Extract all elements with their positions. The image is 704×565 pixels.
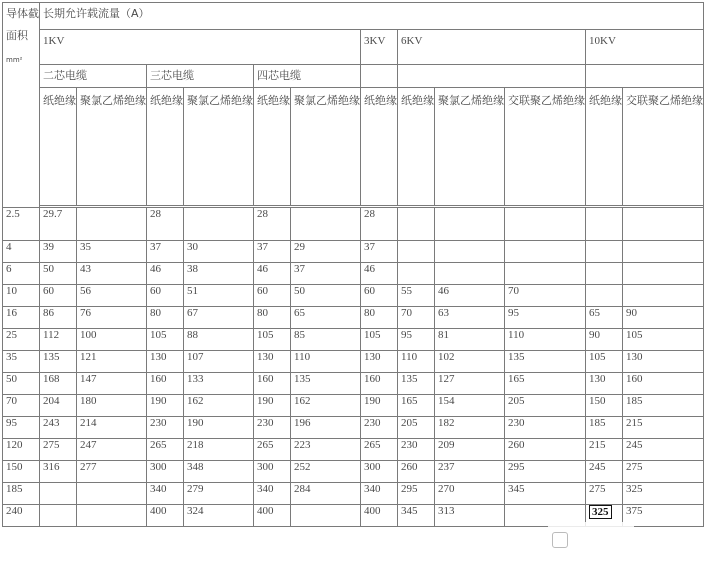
ampacity-cell: 237 xyxy=(435,461,505,483)
ampacity-cell: 295 xyxy=(398,483,435,505)
ampacity-cell: 110 xyxy=(291,351,361,373)
ampacity-cell xyxy=(77,505,147,527)
empty-cell xyxy=(398,65,586,88)
voltage-3kv: 3KV xyxy=(361,30,398,65)
ampacity-cell: 60 xyxy=(40,285,77,307)
voltage-10kv: 10KV xyxy=(586,30,704,65)
watermark-overlay xyxy=(548,522,634,560)
ampacity-cell: 245 xyxy=(586,461,623,483)
ampacity-cell: 110 xyxy=(398,351,435,373)
ampacity-cell: 160 xyxy=(623,373,704,395)
ampacity-cell: 43 xyxy=(77,263,147,285)
ampacity-cell: 190 xyxy=(361,395,398,417)
insulation-paper: 纸绝缘 xyxy=(254,88,291,206)
ampacity-cell: 300 xyxy=(361,461,398,483)
ampacity-cell: 70 xyxy=(398,307,435,329)
ampacity-cell: 81 xyxy=(435,329,505,351)
ampacity-cell xyxy=(184,208,254,241)
ampacity-cell: 37 xyxy=(254,241,291,263)
ampacity-cell: 28 xyxy=(147,208,184,241)
size-cell: 50 xyxy=(3,373,40,395)
size-cell: 6 xyxy=(3,263,40,285)
ampacity-cell: 340 xyxy=(147,483,184,505)
ampacity-cell: 37 xyxy=(361,241,398,263)
ampacity-cell: 300 xyxy=(147,461,184,483)
ampacity-cell: 154 xyxy=(435,395,505,417)
insulation-paper: 纸绝缘 xyxy=(398,88,435,206)
size-cell: 16 xyxy=(3,307,40,329)
ampacity-cell: 214 xyxy=(77,417,147,439)
ampacity-cell: 300 xyxy=(254,461,291,483)
ampacity-cell: 100 xyxy=(77,329,147,351)
ampacity-cell: 185 xyxy=(623,395,704,417)
ampacity-cell: 135 xyxy=(505,351,586,373)
table-row xyxy=(3,285,704,307)
voltage-1kv: 1KV xyxy=(40,30,361,65)
ampacity-cell: 105 xyxy=(254,329,291,351)
ampacity-cell: 130 xyxy=(147,351,184,373)
ampacity-cell: 279 xyxy=(184,483,254,505)
ampacity-cell xyxy=(435,241,505,263)
ampacity-cell xyxy=(77,208,147,241)
table-row xyxy=(3,208,704,241)
ampacity-cell: 65 xyxy=(586,307,623,329)
table-row xyxy=(3,461,704,483)
ampacity-cell: 29 xyxy=(291,241,361,263)
ampacity-cell: 46 xyxy=(435,285,505,307)
ampacity-cell: 67 xyxy=(184,307,254,329)
ampacity-cell: 245 xyxy=(623,439,704,461)
size-cell: 150 xyxy=(3,461,40,483)
ampacity-cell: 160 xyxy=(254,373,291,395)
ampacity-cell: 60 xyxy=(147,285,184,307)
ampacity-cell: 265 xyxy=(147,439,184,461)
ampacity-cell: 95 xyxy=(505,307,586,329)
ampacity-cell: 230 xyxy=(361,417,398,439)
ampacity-cell: 316 xyxy=(40,461,77,483)
ampacity-cell: 130 xyxy=(586,373,623,395)
ampacity-cell: 105 xyxy=(147,329,184,351)
insulation-pvc: 聚氯乙烯绝缘 xyxy=(184,88,254,206)
table-row xyxy=(3,351,704,373)
insulation-paper: 纸绝缘 xyxy=(586,88,623,206)
ampacity-cell: 56 xyxy=(77,285,147,307)
ampacity-cell: 37 xyxy=(147,241,184,263)
ampacity-cell: 230 xyxy=(254,417,291,439)
ampacity-cell: 275 xyxy=(40,439,77,461)
ampacity-cell: 46 xyxy=(147,263,184,285)
ampacity-cell: 400 xyxy=(254,505,291,527)
ampacity-cell: 121 xyxy=(77,351,147,373)
ampacity-cell: 135 xyxy=(398,373,435,395)
ampacity-cell: 313 xyxy=(435,505,505,527)
ampacity-cell: 107 xyxy=(184,351,254,373)
ampacity-cell xyxy=(435,208,505,241)
ampacity-cell: 165 xyxy=(398,395,435,417)
size-cell: 10 xyxy=(3,285,40,307)
ampacity-cell xyxy=(505,241,586,263)
ampacity-cell: 50 xyxy=(40,263,77,285)
ampacity-cell: 162 xyxy=(184,395,254,417)
table-row xyxy=(3,307,704,329)
ampacity-cell: 50 xyxy=(291,285,361,307)
ampacity-cell: 29.7 xyxy=(40,208,77,241)
ampacity-cell: 135 xyxy=(291,373,361,395)
ampacity-cell: 130 xyxy=(361,351,398,373)
ampacity-cell: 284 xyxy=(291,483,361,505)
ampacity-cell xyxy=(291,505,361,527)
ampacity-cell: 182 xyxy=(435,417,505,439)
size-header xyxy=(3,3,40,208)
ampacity-cell: 105 xyxy=(623,329,704,351)
ampacity-cell: 135 xyxy=(40,351,77,373)
ampacity-cell: 215 xyxy=(623,417,704,439)
cable-two-core: 二芯电缆 xyxy=(40,65,147,88)
ampacity-cell: 340 xyxy=(361,483,398,505)
table-row xyxy=(3,329,704,351)
ampacity-cell: 147 xyxy=(77,373,147,395)
ampacity-cell: 209 xyxy=(435,439,505,461)
ampacity-cell: 55 xyxy=(398,285,435,307)
ampacity-cell: 30 xyxy=(184,241,254,263)
size-cell: 120 xyxy=(3,439,40,461)
ampacity-cell xyxy=(623,208,704,241)
ampacity-cell: 400 xyxy=(361,505,398,527)
ampacity-cell xyxy=(398,208,435,241)
size-cell: 35 xyxy=(3,351,40,373)
ampacity-cell: 80 xyxy=(147,307,184,329)
ampacity-cell: 205 xyxy=(398,417,435,439)
table-row xyxy=(3,241,704,263)
ampacity-cell: 185 xyxy=(586,417,623,439)
ampacity-cell: 70 xyxy=(505,285,586,307)
size-unit: mm² xyxy=(6,56,23,64)
ampacity-cell: 38 xyxy=(184,263,254,285)
ampacity-cell: 168 xyxy=(40,373,77,395)
ampacity-cell xyxy=(623,241,704,263)
ampacity-cell xyxy=(586,241,623,263)
ampacity-cell: 105 xyxy=(586,351,623,373)
ampacity-cell: 28 xyxy=(254,208,291,241)
ampacity-cell: 180 xyxy=(77,395,147,417)
insulation-xlpe: 交联聚乙烯绝缘 xyxy=(623,88,704,206)
ampacity-cell: 130 xyxy=(623,351,704,373)
table-row xyxy=(3,505,704,527)
ampacity-cell: 325 xyxy=(623,483,704,505)
ampacity-cell xyxy=(40,505,77,527)
insulation-xlpe: 交联聚乙烯绝缘 xyxy=(505,88,586,206)
ampacity-cell: 160 xyxy=(361,373,398,395)
ampacity-cell: 265 xyxy=(361,439,398,461)
insulation-pvc: 聚氯乙烯绝缘 xyxy=(77,88,147,206)
ampacity-cell: 86 xyxy=(40,307,77,329)
ampacity-cell: 28 xyxy=(361,208,398,241)
ampacity-cell: 260 xyxy=(505,439,586,461)
ampacity-cell: 160 xyxy=(147,373,184,395)
ampacity-cell: 400 xyxy=(147,505,184,527)
ampacity-cell: 165 xyxy=(505,373,586,395)
ampacity-cell: 60 xyxy=(361,285,398,307)
ampacity-cell xyxy=(505,263,586,285)
insulation-paper: 纸绝缘 xyxy=(361,88,398,206)
ampacity-cell: 162 xyxy=(291,395,361,417)
ampacity-cell xyxy=(623,285,704,307)
ampacity-cell: 190 xyxy=(254,395,291,417)
ampacity-cell: 196 xyxy=(291,417,361,439)
empty-cell xyxy=(361,65,398,88)
ampacity-cell xyxy=(586,505,623,527)
ampacity-cell: 65 xyxy=(291,307,361,329)
table-title: 长期允许载流量（A） xyxy=(40,3,704,30)
ampacity-cell: 112 xyxy=(40,329,77,351)
ampacity-cell xyxy=(505,505,586,527)
ampacity-cell: 205 xyxy=(505,395,586,417)
ampacity-cell xyxy=(586,285,623,307)
ampacity-cell: 110 xyxy=(505,329,586,351)
ampacity-cell: 275 xyxy=(586,483,623,505)
table-row xyxy=(3,483,704,505)
size-header-line2: 面积 xyxy=(6,29,28,42)
ampacity-cell: 230 xyxy=(398,439,435,461)
cable-four-core: 四芯电缆 xyxy=(254,65,361,88)
cable-three-core: 三芯电缆 xyxy=(147,65,254,88)
ampacity-cell: 277 xyxy=(77,461,147,483)
empty-cell xyxy=(586,65,704,88)
ampacity-cell: 270 xyxy=(435,483,505,505)
ampacity-cell: 39 xyxy=(40,241,77,263)
size-cell: 240 xyxy=(3,505,40,527)
ampacity-cell xyxy=(505,208,586,241)
size-cell: 4 xyxy=(3,241,40,263)
ampacity-cell: 295 xyxy=(505,461,586,483)
ampacity-cell: 215 xyxy=(586,439,623,461)
ampacity-cell: 133 xyxy=(184,373,254,395)
ampacity-cell xyxy=(291,208,361,241)
ampacity-cell: 102 xyxy=(435,351,505,373)
size-cell: 185 xyxy=(3,483,40,505)
ampacity-cell: 252 xyxy=(291,461,361,483)
ampacity-cell: 265 xyxy=(254,439,291,461)
ampacity-cell: 88 xyxy=(184,329,254,351)
ampacity-cell: 46 xyxy=(254,263,291,285)
ampacity-cell: 247 xyxy=(77,439,147,461)
ampacity-cell: 80 xyxy=(254,307,291,329)
watermark-icon xyxy=(552,532,568,548)
ampacity-cell: 90 xyxy=(623,307,704,329)
ampacity-cell: 223 xyxy=(291,439,361,461)
ampacity-cell: 37 xyxy=(291,263,361,285)
ampacity-cell: 51 xyxy=(184,285,254,307)
table-row xyxy=(3,263,704,285)
size-cell: 70 xyxy=(3,395,40,417)
ampacity-cell: 218 xyxy=(184,439,254,461)
ampacity-cell: 375 xyxy=(623,505,704,527)
ampacity-cell: 190 xyxy=(184,417,254,439)
insulation-pvc: 聚氯乙烯绝缘 xyxy=(291,88,361,206)
ampacity-cell: 275 xyxy=(623,461,704,483)
ampacity-cell: 80 xyxy=(361,307,398,329)
ampacity-cell: 150 xyxy=(586,395,623,417)
ampacity-cell xyxy=(40,483,77,505)
table-row xyxy=(3,417,704,439)
ampacity-cell: 130 xyxy=(254,351,291,373)
ampacity-cell: 60 xyxy=(254,285,291,307)
ampacity-cell: 345 xyxy=(505,483,586,505)
ampacity-cell: 46 xyxy=(361,263,398,285)
ampacity-cell: 204 xyxy=(40,395,77,417)
ampacity-cell: 76 xyxy=(77,307,147,329)
ampacity-cell: 63 xyxy=(435,307,505,329)
ampacity-cell: 230 xyxy=(147,417,184,439)
ampacity-cell xyxy=(398,241,435,263)
size-cell: 95 xyxy=(3,417,40,439)
table-row xyxy=(3,395,704,417)
ampacity-cell: 230 xyxy=(505,417,586,439)
insulation-pvc: 聚氯乙烯绝缘 xyxy=(435,88,505,206)
ampacity-cell: 90 xyxy=(586,329,623,351)
ampacity-cell xyxy=(77,483,147,505)
size-cell: 25 xyxy=(3,329,40,351)
size-cell: 2.5 xyxy=(3,208,40,241)
ampacity-cell: 35 xyxy=(77,241,147,263)
ampacity-cell: 324 xyxy=(184,505,254,527)
ampacity-cell xyxy=(435,263,505,285)
insulation-paper: 纸绝缘 xyxy=(40,88,77,206)
highlighted-value: 325 xyxy=(589,505,612,519)
insulation-paper: 纸绝缘 xyxy=(147,88,184,206)
ampacity-cell xyxy=(398,263,435,285)
table-row xyxy=(3,439,704,461)
ampacity-table xyxy=(2,2,704,527)
ampacity-cell: 348 xyxy=(184,461,254,483)
ampacity-cell: 340 xyxy=(254,483,291,505)
ampacity-cell xyxy=(623,263,704,285)
ampacity-cell: 127 xyxy=(435,373,505,395)
ampacity-cell: 243 xyxy=(40,417,77,439)
ampacity-cell: 190 xyxy=(147,395,184,417)
size-header-line1: 导体截 xyxy=(6,7,39,20)
ampacity-cell xyxy=(586,263,623,285)
ampacity-cell: 95 xyxy=(398,329,435,351)
ampacity-cell: 345 xyxy=(398,505,435,527)
ampacity-cell: 85 xyxy=(291,329,361,351)
table-row xyxy=(3,373,704,395)
ampacity-cell xyxy=(586,208,623,241)
voltage-6kv: 6KV xyxy=(398,30,586,65)
ampacity-cell: 105 xyxy=(361,329,398,351)
ampacity-cell: 260 xyxy=(398,461,435,483)
